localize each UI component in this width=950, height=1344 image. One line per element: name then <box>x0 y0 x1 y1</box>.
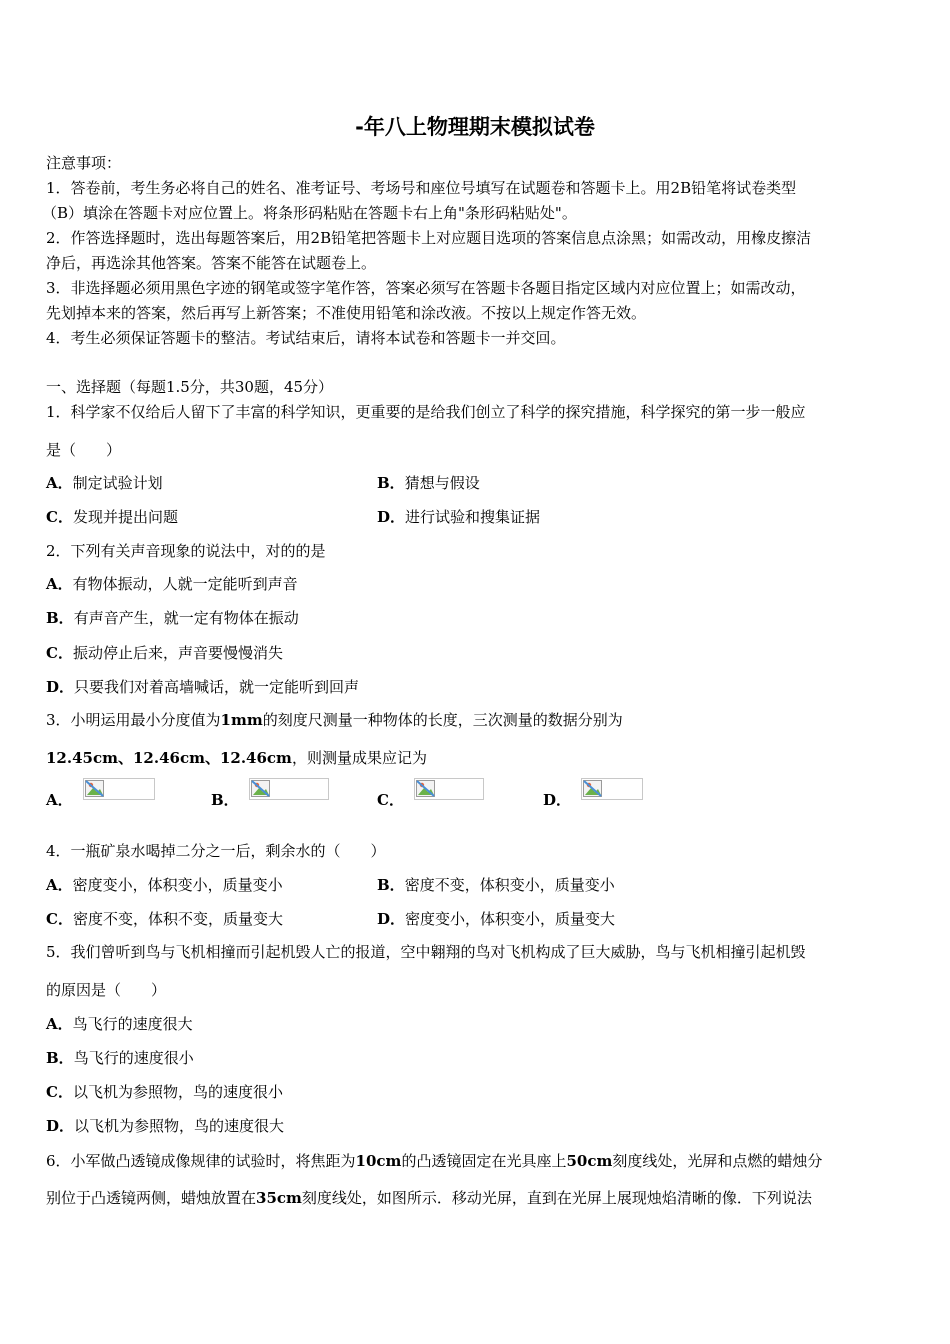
option-label: A． <box>46 575 73 593</box>
stem-text: ，则测量成果应记为 <box>291 749 427 767</box>
stem-text: 的刻度尺测量一种物体的长度，三次测量的数据分别为 <box>262 711 623 729</box>
q4-option-d <box>377 909 615 929</box>
q3-option-d <box>543 778 643 809</box>
q2-option-d <box>46 677 359 697</box>
q4-option-c <box>46 909 283 929</box>
option-text: 以飞机为参照物，鸟的速度很大 <box>74 1117 285 1135</box>
notice-line: 1．答卷前，考生务必将自己的姓名、准考证号、考场号和座位号填写在试题卷和答题卡上。用2B铅笔将试卷类型 <box>46 179 797 197</box>
option-text: 密度变小，体积变小，质量变大 <box>405 910 616 928</box>
option-text: 只要我们对着高墙喊话，就一定能听到回声 <box>74 678 360 696</box>
option-label: D． <box>377 508 406 526</box>
q3-option-b <box>211 778 329 809</box>
question-5-stem: 5．我们曾听到鸟与飞机相撞而引起机毁人亡的报道，空中翱翔的鸟对飞机构成了巨大威胁，鸟与飞机相撞引起机毁 <box>46 943 806 961</box>
option-label: A． <box>46 876 73 894</box>
stem-value: 35cm <box>256 1189 302 1207</box>
option-label: D． <box>46 1117 75 1135</box>
option-label: A． <box>46 791 73 809</box>
option-text: 进行试验和搜集证据 <box>405 508 541 526</box>
option-label: B． <box>46 609 74 627</box>
question-1-stem-cont: 是（ ） <box>46 441 122 459</box>
broken-image-icon <box>249 778 329 800</box>
option-label: A． <box>46 474 73 492</box>
stem-text: 刻度线处，光屏和点燃的蜡烛分 <box>612 1152 823 1170</box>
option-text: 制定试验计划 <box>72 474 163 492</box>
option-label: C． <box>377 791 404 809</box>
stem-value: 50cm <box>566 1152 613 1170</box>
option-label: A． <box>46 1015 73 1033</box>
option-text: 有声音产生，就一定有物体在振动 <box>73 609 299 627</box>
question-6-stem-cont <box>46 1188 812 1208</box>
notice-line: 2．作答选择题时，选出每题答案后，用2B铅笔把答题卡上对应题目选项的答案信息点涂黑；如需改动，用橡皮擦洁 <box>46 229 812 247</box>
option-label: C． <box>46 508 73 526</box>
option-text: 密度不变，体积变小，质量变小 <box>404 876 615 894</box>
notice-heading: 注意事项： <box>46 154 122 172</box>
q3-option-a <box>46 778 155 809</box>
option-label: B． <box>211 791 239 809</box>
option-text: 振动停止后来，声音要慢慢消失 <box>72 644 283 662</box>
section-heading: 一、选择题（每题1.5分，共30题，45分） <box>46 378 334 396</box>
q1-option-b <box>377 473 480 493</box>
notice-line: 4．考生必须保证答题卡的整洁。考试结束后，请将本试卷和答题卡一并交回。 <box>46 329 566 347</box>
stem-text: 刻度线处，如图所示．移动光屏，直到在光屏上展现烛焰清晰的像．下列说法 <box>301 1189 812 1207</box>
option-label: B． <box>377 474 405 492</box>
stem-value: 1mm <box>220 711 263 729</box>
question-6-stem <box>46 1151 822 1171</box>
question-2-stem: 2．下列有关声音现象的说法中，对的的是 <box>46 542 326 560</box>
notice-line: 先划掉本来的答案，然后再写上新答案；不准使用铅笔和涂改液。不按以上规定作答无效。 <box>46 304 647 322</box>
question-3-stem <box>46 710 623 730</box>
option-label: C． <box>46 910 73 928</box>
stem-value: 10cm <box>355 1152 402 1170</box>
q2-option-c <box>46 643 283 663</box>
option-text: 以飞机为参照物，鸟的速度很小 <box>72 1083 283 1101</box>
question-5-stem-cont: 的原因是（ ） <box>46 981 167 999</box>
option-text: 发现并提出问题 <box>72 508 178 526</box>
option-label: B． <box>377 876 405 894</box>
q5-option-a <box>46 1014 193 1034</box>
notice-line: 净后，再选涂其他答案。答案不能答在试题卷上。 <box>46 254 377 272</box>
q5-option-d <box>46 1116 284 1136</box>
stem-text: 别位于凸透镜两侧，蜡烛放置在 <box>46 1189 257 1207</box>
broken-image-icon <box>581 778 643 800</box>
option-text: 密度变小，体积变小，质量变小 <box>72 876 283 894</box>
option-text: 鸟飞行的速度很小 <box>73 1049 194 1067</box>
question-1-stem: 1．科学家不仅给后人留下了丰富的科学知识，更重要的是给我们创立了科学的探究措施，科学探究的第一步一般应 <box>46 403 806 421</box>
option-label: D． <box>543 791 572 809</box>
option-label: D． <box>46 678 75 696</box>
page-title: -年八上物理期末模拟试卷 <box>355 115 595 139</box>
q5-option-c <box>46 1082 283 1102</box>
option-text: 猜想与假设 <box>404 474 480 492</box>
option-text: 有物体振动，人就一定能听到声音 <box>72 575 298 593</box>
notice-line: （B）填涂在答题卡对应位置上。将条形码粘贴在答题卡右上角"条形码粘贴处"。 <box>42 204 577 222</box>
stem-text: 3．小明运用最小分度值为 <box>46 711 221 729</box>
q5-option-b <box>46 1048 194 1068</box>
q2-option-a <box>46 574 298 594</box>
notice-line: 3．非选择题必须用黑色字迹的钢笔或签字笔作答，答案必须写在答题卡各题目指定区域内对应位置上；如需改动， <box>46 279 806 297</box>
q1-option-c <box>46 507 178 527</box>
option-label: C． <box>46 644 73 662</box>
broken-image-icon <box>414 778 484 800</box>
option-label: D． <box>377 910 406 928</box>
option-text: 密度不变，体积不变，质量变大 <box>72 910 283 928</box>
q4-option-a <box>46 875 283 895</box>
option-label: C． <box>46 1083 73 1101</box>
question-4-stem: 4．一瓶矿泉水喝掉二分之一后，剩余水的（ ） <box>46 842 386 860</box>
q3-option-c <box>377 778 484 809</box>
stem-values: 12.45cm、12.46cm、12.46cm <box>46 749 292 767</box>
stem-text: 的凸透镜固定在光具座上 <box>401 1152 567 1170</box>
option-label: B． <box>46 1049 74 1067</box>
broken-image-icon <box>83 778 155 800</box>
q1-option-d <box>377 507 540 527</box>
stem-text: 6．小军做凸透镜成像规律的试验时，将焦距为 <box>46 1152 356 1170</box>
option-text: 鸟飞行的速度很大 <box>72 1015 193 1033</box>
q2-option-b <box>46 608 299 628</box>
q1-option-a <box>46 473 163 493</box>
question-3-stem-cont <box>46 748 427 768</box>
q4-option-b <box>377 875 615 895</box>
